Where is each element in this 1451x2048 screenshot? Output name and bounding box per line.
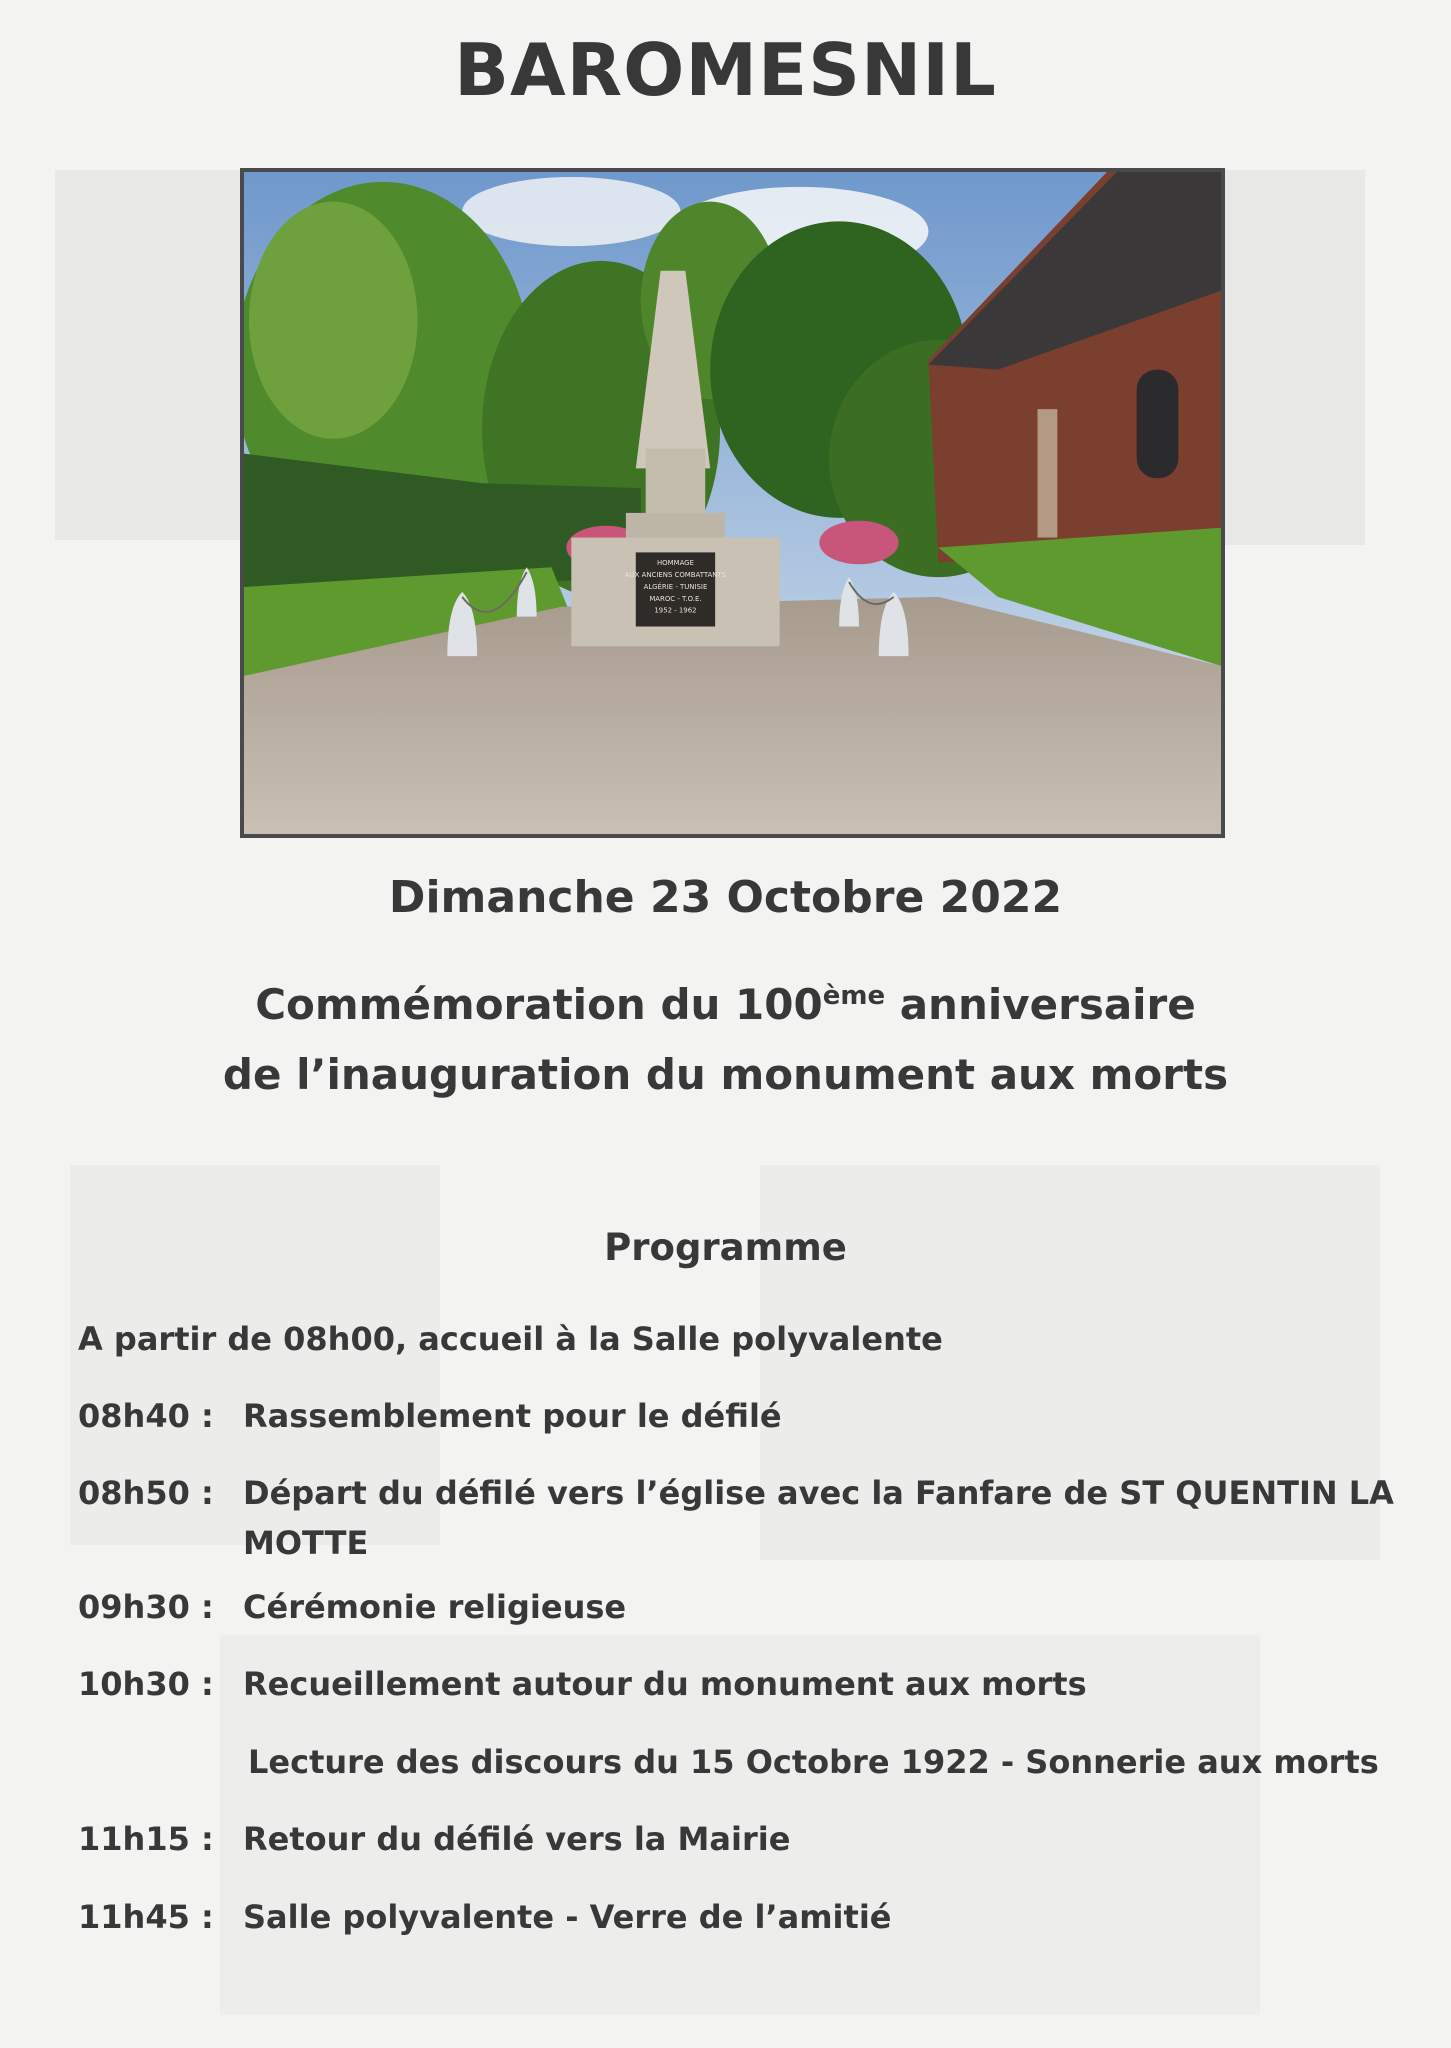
schedule-activity: Départ du défilé vers l’église avec la Fanfare de ST QUENTIN LA [243,1474,1394,1512]
bleed-through-block-top-right [1225,170,1365,545]
schedule-activity-continuation: MOTTE [243,1524,369,1562]
headline-line-1 [0,980,1451,1029]
programme-heading: Programme [604,1226,847,1269]
bleed-through-block-top-left [55,170,240,540]
schedule-time: 09h30 : [78,1588,214,1626]
schedule-activity: Retour du défilé vers la Mairie [243,1820,791,1858]
headline-line-2: de l’inauguration du monument aux morts [222,1050,1229,1099]
schedule-time: 08h40 : [78,1397,214,1435]
headline-line-1-text: Commémoration du 100 [255,980,823,1029]
plaque-line-3: ALGÉRIE - TUNISIE [643,582,708,591]
schedule-activity: Lecture des discours du 15 Octobre 1922 - Sonnerie aux morts [248,1743,1379,1781]
schedule-activity: Salle polyvalente - Verre de l’amitié [243,1898,892,1936]
schedule-time: 08h50 : [78,1474,214,1512]
headline-line-1-end: anniversaire [885,980,1196,1029]
war-memorial-photo-illustration [244,172,1221,834]
schedule-activity: Cérémonie religieuse [243,1588,627,1626]
schedule-time: 11h15 : [78,1820,214,1858]
plaque-line-4: MAROC - T.O.E. [649,594,702,603]
schedule-time: 11h45 : [78,1898,214,1936]
schedule-time: 10h30 : [78,1665,214,1703]
schedule-activity: Recueillement autour du monument aux morts [243,1665,1087,1703]
plaque-line-5: 1952 - 1962 [654,606,697,615]
programme-intro: A partir de 08h00, accueil à la Salle polyvalente [78,1320,943,1358]
schedule-activity: Rassemblement pour le défilé [243,1397,782,1435]
war-memorial-photo [240,168,1225,838]
page-title: BAROMESNIL [454,28,997,112]
plaque-line-2: AUX ANCIENS COMBATTANTS [624,571,727,580]
headline-ordinal-suffix: ème [822,981,886,1011]
event-date: Dimanche 23 Octobre 2022 [388,872,1063,923]
plaque-line-1: HOMMAGE [656,559,694,568]
